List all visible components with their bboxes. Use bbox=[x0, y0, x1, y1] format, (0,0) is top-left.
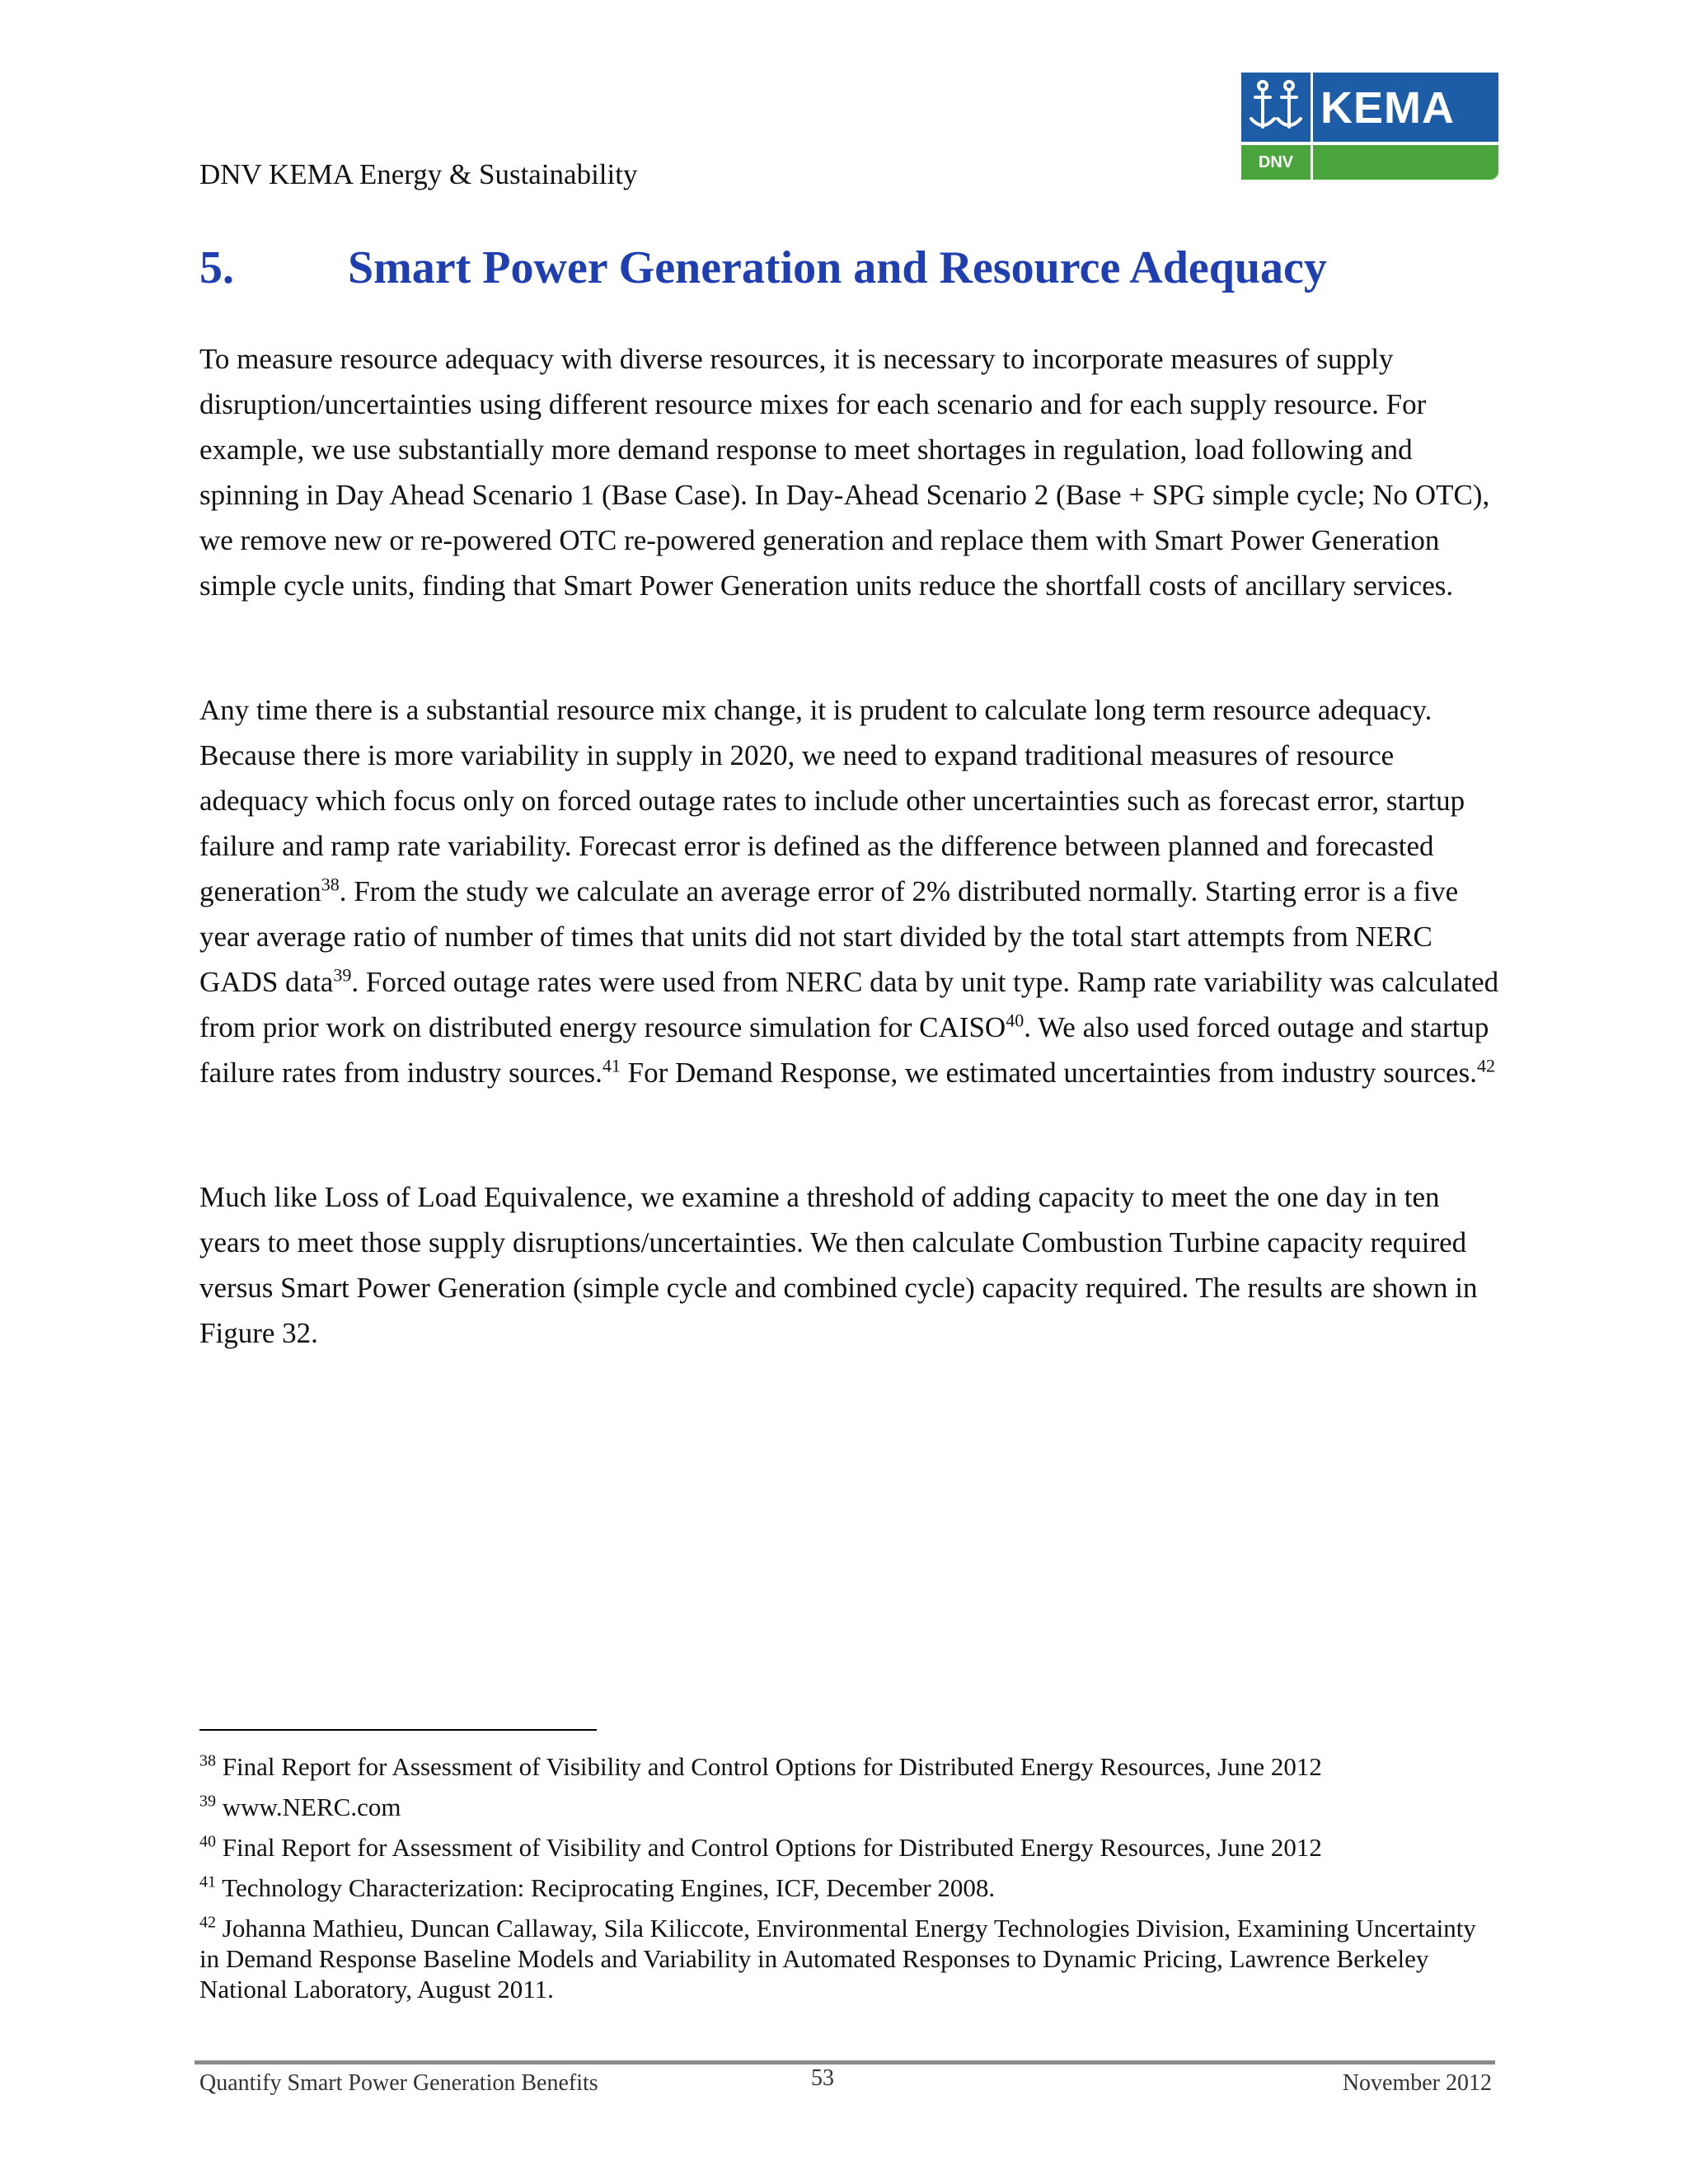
footer-date: November 2012 bbox=[1342, 2070, 1492, 2096]
paragraph-2 bbox=[199, 687, 1502, 1095]
footnote-number: 40 bbox=[199, 1832, 216, 1851]
paragraph-1: To measure resource adequacy with diverse resources, it is necessary to incorporate measures of supply disruption/uncertainties using different resource mixes for each scenario and for each supply resource. For example, we use substantially more demand response to meet shortages in regulation, load following and spinning in Day Ahead Scenario 1 (Base Case). In Day-Ahead Scenario 2 (Base + SPG simple cycle; No OTC), we remove new or re-powered OTC re-powered generation and replace them with Smart Power Generation simple cycle units, finding that Smart Power Generation units reduce the shortfall costs of ancillary services. bbox=[199, 343, 1490, 602]
logo-wordmark: KEMA bbox=[1320, 83, 1455, 133]
footnote-ref-38[interactable]: 38 bbox=[321, 874, 340, 895]
footnote-item bbox=[199, 1792, 1502, 1822]
footnote-ref-39[interactable]: 39 bbox=[333, 964, 352, 986]
logo-divider bbox=[1311, 73, 1313, 180]
header-organization: DNV KEMA Energy & Sustainability bbox=[199, 158, 638, 190]
footer-document-title: Quantify Smart Power Generation Benefits bbox=[199, 2070, 598, 2096]
footnote-number: 41 bbox=[199, 1872, 216, 1891]
footnote-item bbox=[199, 1913, 1502, 2004]
page-number: 53 bbox=[811, 2065, 834, 2091]
footnote-number: 42 bbox=[199, 1913, 216, 1932]
paragraph-2-text: . We also used forced outage and startup failure rates from industry sources. bbox=[199, 1011, 1489, 1089]
kema-logo bbox=[1241, 73, 1498, 180]
footnote-ref-42[interactable]: 42 bbox=[1476, 1055, 1495, 1076]
footer-rule bbox=[195, 2060, 1495, 2064]
footnote-item bbox=[199, 1872, 1502, 1903]
footnotes bbox=[199, 1751, 1502, 2014]
paragraph-2-text: . From the study we calculate an average error of 2% distributed normally. Starting error is a five year average ratio of number of times that units did not start divided by the total start attempts from NERC GADS data bbox=[199, 875, 1459, 998]
footnote-number: 38 bbox=[199, 1751, 216, 1770]
footnote-text[interactable]: www.NERC.com bbox=[216, 1793, 401, 1821]
footnote-separator bbox=[199, 1729, 597, 1731]
paragraph-2-text: Any time there is a substantial resource mix change, it is prudent to calculate long term resource adequacy. Because there is more variability in supply in 2020, we need to expand traditional measures of resource adequacy which focus only on forced outage rates to include other uncertainties such as forecast error, startup failure and ramp rate variability. Forecast error is defined as the difference between planned and forecasted generation bbox=[199, 694, 1465, 907]
footnote-item bbox=[199, 1751, 1502, 1782]
footnote-ref-41[interactable]: 41 bbox=[602, 1055, 621, 1076]
paragraph-2-text: . Forced outage rates were used from NERC data by unit type. Ramp rate variability was calculated from prior work on distributed energy resource simulation for CAISO bbox=[199, 966, 1499, 1043]
footnote-text: Final Report for Assessment of Visibility and Control Options for Distributed Energy Resources, June 2012 bbox=[216, 1833, 1322, 1862]
footnote-number: 39 bbox=[199, 1792, 216, 1811]
footnote-text: Final Report for Assessment of Visibility and Control Options for Distributed Energy Resources, June 2012 bbox=[216, 1752, 1322, 1781]
anchors-icon bbox=[1241, 73, 1311, 142]
footnote-text: Technology Characterization: Reciprocating Engines, ICF, December 2008. bbox=[216, 1873, 996, 1902]
logo-dnv-mark: DNV bbox=[1241, 145, 1311, 180]
paragraph-2-text: For Demand Response, we estimated uncertainties from industry sources. bbox=[620, 1057, 1477, 1089]
footnote-ref-40[interactable]: 40 bbox=[1006, 1010, 1025, 1031]
section-title: Smart Power Generation and Resource Adequacy bbox=[348, 242, 1327, 293]
footnote-item bbox=[199, 1832, 1502, 1863]
paragraph-3: Much like Loss of Load Equivalence, we examine a threshold of adding capacity to meet the one day in ten years to meet those supply disruptions/uncertainties. We then calculate Combustion Turbine capacity required versus Smart Power Generation (simple cycle and combined cycle) capacity required. The results are shown in Figure 32. bbox=[199, 1181, 1478, 1349]
footnote-text: Johanna Mathieu, Duncan Callaway, Sila Kiliccote, Environmental Energy Technologies Division, Examining Uncertainty in Demand Response Baseline Models and Variability in Automated Responses to Dynamic Pricing, Lawrence Berkeley National Laboratory, August 2011. bbox=[199, 1914, 1476, 2004]
section-number: 5. bbox=[199, 242, 234, 293]
